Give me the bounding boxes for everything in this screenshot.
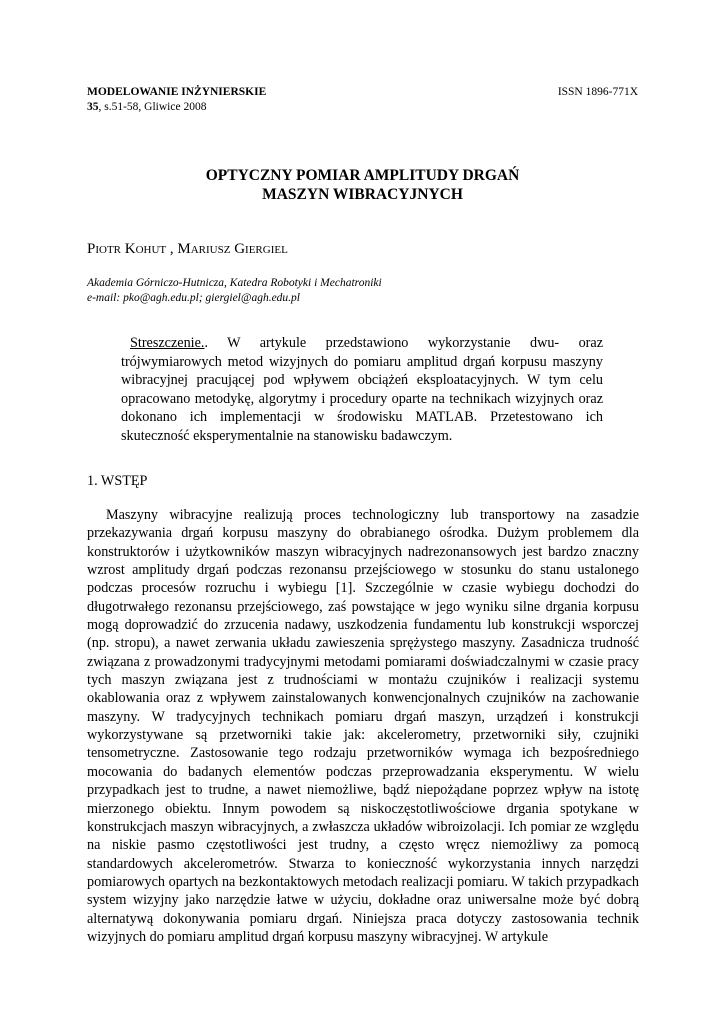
volume-number: 35 bbox=[87, 101, 99, 113]
author-emails: e-mail: pko@agh.edu.pl; giergiel@agh.edu.pl bbox=[87, 292, 300, 304]
journal-info bbox=[87, 85, 266, 115]
volume-line bbox=[87, 100, 266, 115]
body-paragraph: Maszyny wibracyjne realizują proces technologiczny lub transportowy na zasadzie przekazywania drgań korpusu maszyny do obrabianego ośrodka. Dużym problemem dla konstruktorów i użytkowników maszyn wibracyjnych nadrezonansowych jest bardzo znaczny wzrost amplitudy drgań podczas rezonansu przejściowego w stosunku do stanu ustalonego podczas procesów rozruchu i wybiegu [1]. Szczególnie w czasie wybiegu dochodzi do długotrwałego rezonansu przejściowego, zaś powstające w jego wyniku silne drgania korpusu mogą doprowadzić do zrzucenia nadawy, uszkodzenia fundamentu lub konstrukcji wsporczej (np. stropu), a nawet zerwania układu zawieszenia sprężystego maszyny. Zasadnicza trudność związana z prowadzonymi tradycyjnymi metodami pomiarami doświadczalnymi w czasie pracy tych maszyn związana jest z trudnościami w montażu czujników i realizacji systemu okablowania oraz z wpływem zainstalowanych konwencjonalnych czujników na zachowanie maszyny. W tradycyjnych technikach pomiaru drgań maszyn, urządzeń i konstrukcji wykorzystywane są przetworniki takie jak: akcelerometry, przetworniki siły, czujniki tensometryczne. Zastosowanie tego rodzaju przetworników wymaga ich bezpośredniego mocowania do badanych elementów podczas przeprowadzania eksperymentu. W wielu przypadkach jest to trudne, a nawet niemożliwe, bądź niepożądane poprzez wpływ na istotę mierzonego obiektu. Innym powodem są niskoczęstotliwościowe drgania spotykane w konstrukcjach maszyn wibracyjnych, a zwłaszcza układów wibroizolacji. Ich pomiar ze względu na niskie pasmo częstotliwości jest trudny, a często wręcz niemożliwy za pomocą standardowych akcelerometrów. Stwarza to konieczność wykorzystania innych narzędzi pomiarowych opartych na bezkontaktowych metodach realizacji pomiaru. W takich przypadkach system wizyjny jako narzędzie łatwe w użyciu, dokładne oraz uniwersalne może być dobrą alternatywą dokonywania pomiaru drgań. Niniejsza praca dotyczy zastosowania technik wizyjnych do pomiaru amplitud drgań korpusu maszyny wibracyjnej. W artykule bbox=[87, 507, 639, 945]
title-line-2: MASZYN WIBRACYJNYCH bbox=[262, 186, 463, 203]
title-line-1: OPTYCZNY POMIAR AMPLITUDY DRGAŃ bbox=[205, 167, 520, 184]
paper-title bbox=[87, 166, 638, 204]
authors: Piotr Kohut , Mariusz Giergiel bbox=[87, 241, 288, 257]
abstract-text: . W artykule przedstawiono wykorzystanie dwu- oraz trójwymiarowych metod wizyjnych do pomiaru amplitud drgań korpusu maszyny wibracyjnej pracującej pod wpływem obciążeń eksploatacyjnych. W tym celu opracowano metodykę, algorytmy i procedury oparte na technikach wizyjnych oraz dokonano ich implementacji w środowisku MATLAB. Przetestowano ich skuteczność eksperymentalnie na stanowisku badawczym. bbox=[121, 335, 603, 444]
abstract-label: Streszczenie. bbox=[130, 335, 205, 351]
pages-location: , s.51-58, Gliwice 2008 bbox=[98, 101, 207, 113]
affiliation bbox=[87, 276, 638, 306]
institution: Akademia Górniczo-Hutnicza, Katedra Robotyki i Mechatroniki bbox=[87, 277, 382, 289]
issn: ISSN 1896-771X bbox=[557, 86, 638, 98]
journal-name: MODELOWANIE INŻYNIERSKIE bbox=[87, 86, 267, 98]
section-heading: 1. WSTĘP bbox=[87, 473, 148, 489]
abstract bbox=[121, 334, 603, 445]
